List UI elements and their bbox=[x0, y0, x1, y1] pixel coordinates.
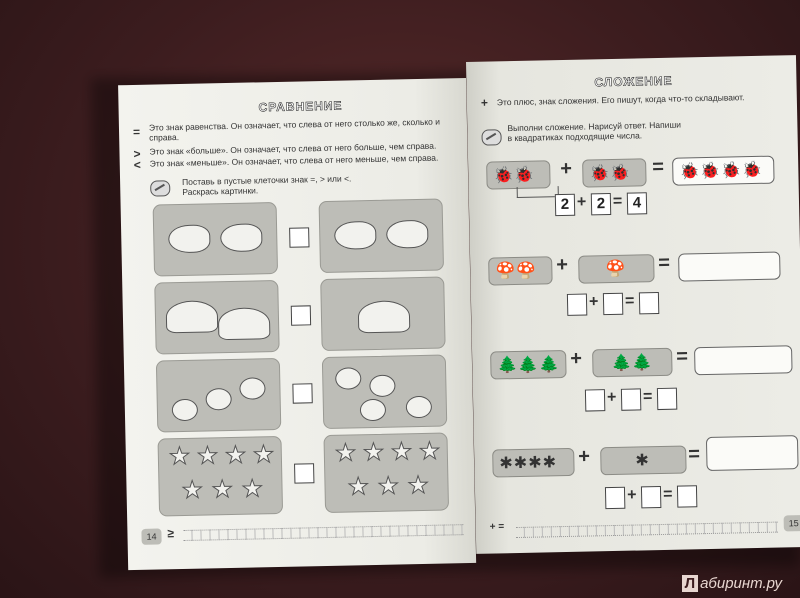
star-icon: ★ bbox=[211, 475, 234, 504]
star-icon: ★ bbox=[252, 441, 275, 469]
equals-sign: = bbox=[688, 443, 701, 466]
addend-b-box bbox=[592, 348, 673, 378]
addend-b-box bbox=[578, 254, 655, 284]
snail-icon bbox=[239, 377, 265, 400]
mushroom-icon: 🍄🍄 bbox=[495, 262, 538, 281]
snowflake-icon: ✱✱✱✱ bbox=[499, 454, 558, 473]
star-icon: ★ bbox=[377, 472, 400, 500]
page-number-left: 14 bbox=[141, 528, 161, 544]
star-icon: ★ bbox=[241, 475, 264, 503]
snail-icon bbox=[335, 367, 361, 390]
rule-sign-less: < bbox=[133, 157, 141, 172]
addend-b-box bbox=[600, 445, 687, 475]
number-box-sum[interactable] bbox=[639, 292, 659, 314]
answer-box[interactable] bbox=[294, 463, 314, 483]
snowflake-icon: ✱ bbox=[635, 452, 650, 470]
plus-sign: + bbox=[578, 445, 591, 468]
picture-box-right-turtle bbox=[320, 277, 445, 352]
fish-icon bbox=[220, 223, 263, 252]
mushroom-icon: 🍄 bbox=[605, 260, 627, 279]
left-page-title: СРАВНЕНИЕ bbox=[258, 98, 343, 115]
star-icon: ★ bbox=[334, 439, 357, 467]
number-box-sum[interactable] bbox=[677, 485, 697, 507]
tree-icon: 🌲🌲🌲 bbox=[497, 356, 561, 375]
fish-icon bbox=[168, 224, 211, 253]
small-equals-sign: = bbox=[662, 485, 673, 503]
plus-sign: + bbox=[556, 253, 569, 277]
star-icon: ★ bbox=[347, 473, 370, 501]
turtle-icon bbox=[358, 300, 411, 333]
snail-icon bbox=[406, 396, 432, 419]
addend-b-box bbox=[582, 158, 647, 187]
star-icon: ★ bbox=[418, 437, 441, 466]
tree-icon: 🌲🌲 bbox=[611, 354, 654, 373]
answer-box[interactable] bbox=[289, 227, 309, 247]
plus-sign: + bbox=[560, 157, 573, 181]
small-plus-sign: + bbox=[588, 293, 599, 311]
addend-a-box bbox=[490, 350, 567, 380]
snail-icon bbox=[360, 399, 386, 422]
number-box-b[interactable] bbox=[621, 388, 641, 410]
number-box-a[interactable] bbox=[585, 389, 605, 411]
snail-icon bbox=[172, 399, 198, 422]
small-plus-sign: + bbox=[576, 193, 587, 211]
star-icon: ★ bbox=[362, 438, 385, 467]
number-box-sum[interactable]: 4 bbox=[627, 192, 647, 214]
picture-box-left-snails bbox=[156, 358, 281, 433]
snail-icon bbox=[369, 375, 395, 398]
star-icon: ★ bbox=[224, 441, 247, 470]
right-task-text: Выполни сложение. Нарисуй ответ. Напиши в квадратиках подходящие числа. bbox=[507, 119, 682, 144]
picture-box-right-fish bbox=[319, 199, 444, 274]
plus-rule-text: Это плюс, знак сложения. Его пишут, когда что-то складывают. bbox=[496, 92, 745, 108]
left-page bbox=[118, 78, 476, 570]
star-icon: ★ bbox=[407, 471, 430, 500]
sum-box[interactable] bbox=[672, 156, 775, 186]
star-icon: ★ bbox=[390, 438, 413, 466]
equals-sign: = bbox=[658, 251, 671, 275]
rule-text-less: Это знак «меньше». Он означает, что слева от него меньше, чем справа. bbox=[149, 152, 439, 169]
page-number-right: 15 bbox=[784, 515, 800, 531]
sum-box[interactable] bbox=[706, 435, 799, 471]
rule-text-equal: Это знак равенства. Он означает, что слева от него столько же, сколько и справа. bbox=[148, 116, 441, 143]
ladybug-icon: 🐞🐞 bbox=[493, 166, 536, 185]
addend-a-box bbox=[486, 160, 551, 189]
sum-box[interactable] bbox=[678, 251, 781, 281]
number-box-b[interactable]: 2 bbox=[591, 193, 611, 215]
pencil-icon bbox=[150, 180, 170, 196]
watermark-text: абиринт.ру bbox=[700, 575, 782, 592]
addend-a-box bbox=[488, 256, 553, 285]
number-box-sum[interactable] bbox=[657, 388, 677, 410]
equals-sign: = bbox=[652, 155, 665, 179]
small-equals-sign: = bbox=[624, 292, 635, 310]
small-equals-sign: = bbox=[612, 192, 623, 210]
turtle-icon bbox=[166, 300, 219, 333]
right-page bbox=[466, 55, 800, 554]
snail-icon bbox=[205, 388, 231, 411]
answer-box[interactable] bbox=[292, 383, 312, 403]
addend-a-box bbox=[492, 448, 575, 478]
watermark-logo: Л bbox=[682, 575, 699, 592]
fish-icon bbox=[334, 221, 377, 250]
rule-sign-greater: > bbox=[133, 146, 141, 161]
footer-signs-right: + = bbox=[489, 521, 505, 533]
number-box-b[interactable] bbox=[641, 486, 661, 508]
rule-sign-equal: = bbox=[132, 124, 141, 139]
turtle-icon bbox=[218, 307, 271, 340]
picture-box-left-turtles bbox=[154, 280, 279, 355]
star-icon: ★ bbox=[168, 442, 191, 471]
right-page-title: СЛОЖЕНИЕ bbox=[594, 73, 673, 90]
number-box-a[interactable] bbox=[605, 487, 625, 509]
writing-grid bbox=[516, 522, 778, 538]
plus-sign: + bbox=[570, 347, 583, 370]
sum-box[interactable] bbox=[694, 345, 793, 375]
writing-grid bbox=[183, 524, 463, 541]
answer-box[interactable] bbox=[291, 305, 311, 325]
star-icon: ★ bbox=[196, 442, 219, 470]
picture-box-left-stars bbox=[157, 436, 283, 517]
ladybug-icon: 🐞🐞🐞🐞 bbox=[679, 161, 764, 181]
picture-box-left-fish bbox=[153, 202, 278, 277]
number-box-a[interactable] bbox=[567, 294, 587, 316]
small-plus-sign: + bbox=[606, 388, 617, 407]
plus-sign-icon: + bbox=[480, 95, 489, 110]
small-equals-sign: = bbox=[642, 388, 653, 406]
equals-sign: = bbox=[675, 345, 689, 368]
pencil-icon bbox=[481, 129, 501, 145]
rule-text-greater: Это знак «больше». Он означает, что слева от него больше, чем справа. bbox=[149, 140, 437, 157]
number-box-b[interactable] bbox=[603, 293, 623, 315]
star-icon: ★ bbox=[181, 476, 204, 505]
small-plus-sign: + bbox=[626, 486, 637, 504]
number-box-a[interactable]: 2 bbox=[555, 194, 575, 216]
footer-signs-left: ≥ bbox=[167, 526, 175, 541]
left-task-text: Поставь в пустые клеточки знак =, > или <. Раскрась картинки. bbox=[182, 173, 352, 197]
bracket-line bbox=[517, 186, 559, 198]
picture-box-right-stars bbox=[323, 432, 449, 513]
picture-box-right-snails bbox=[322, 354, 447, 429]
watermark bbox=[682, 575, 782, 592]
fish-icon bbox=[386, 220, 429, 249]
ladybug-icon: 🐞🐞 bbox=[589, 164, 632, 183]
